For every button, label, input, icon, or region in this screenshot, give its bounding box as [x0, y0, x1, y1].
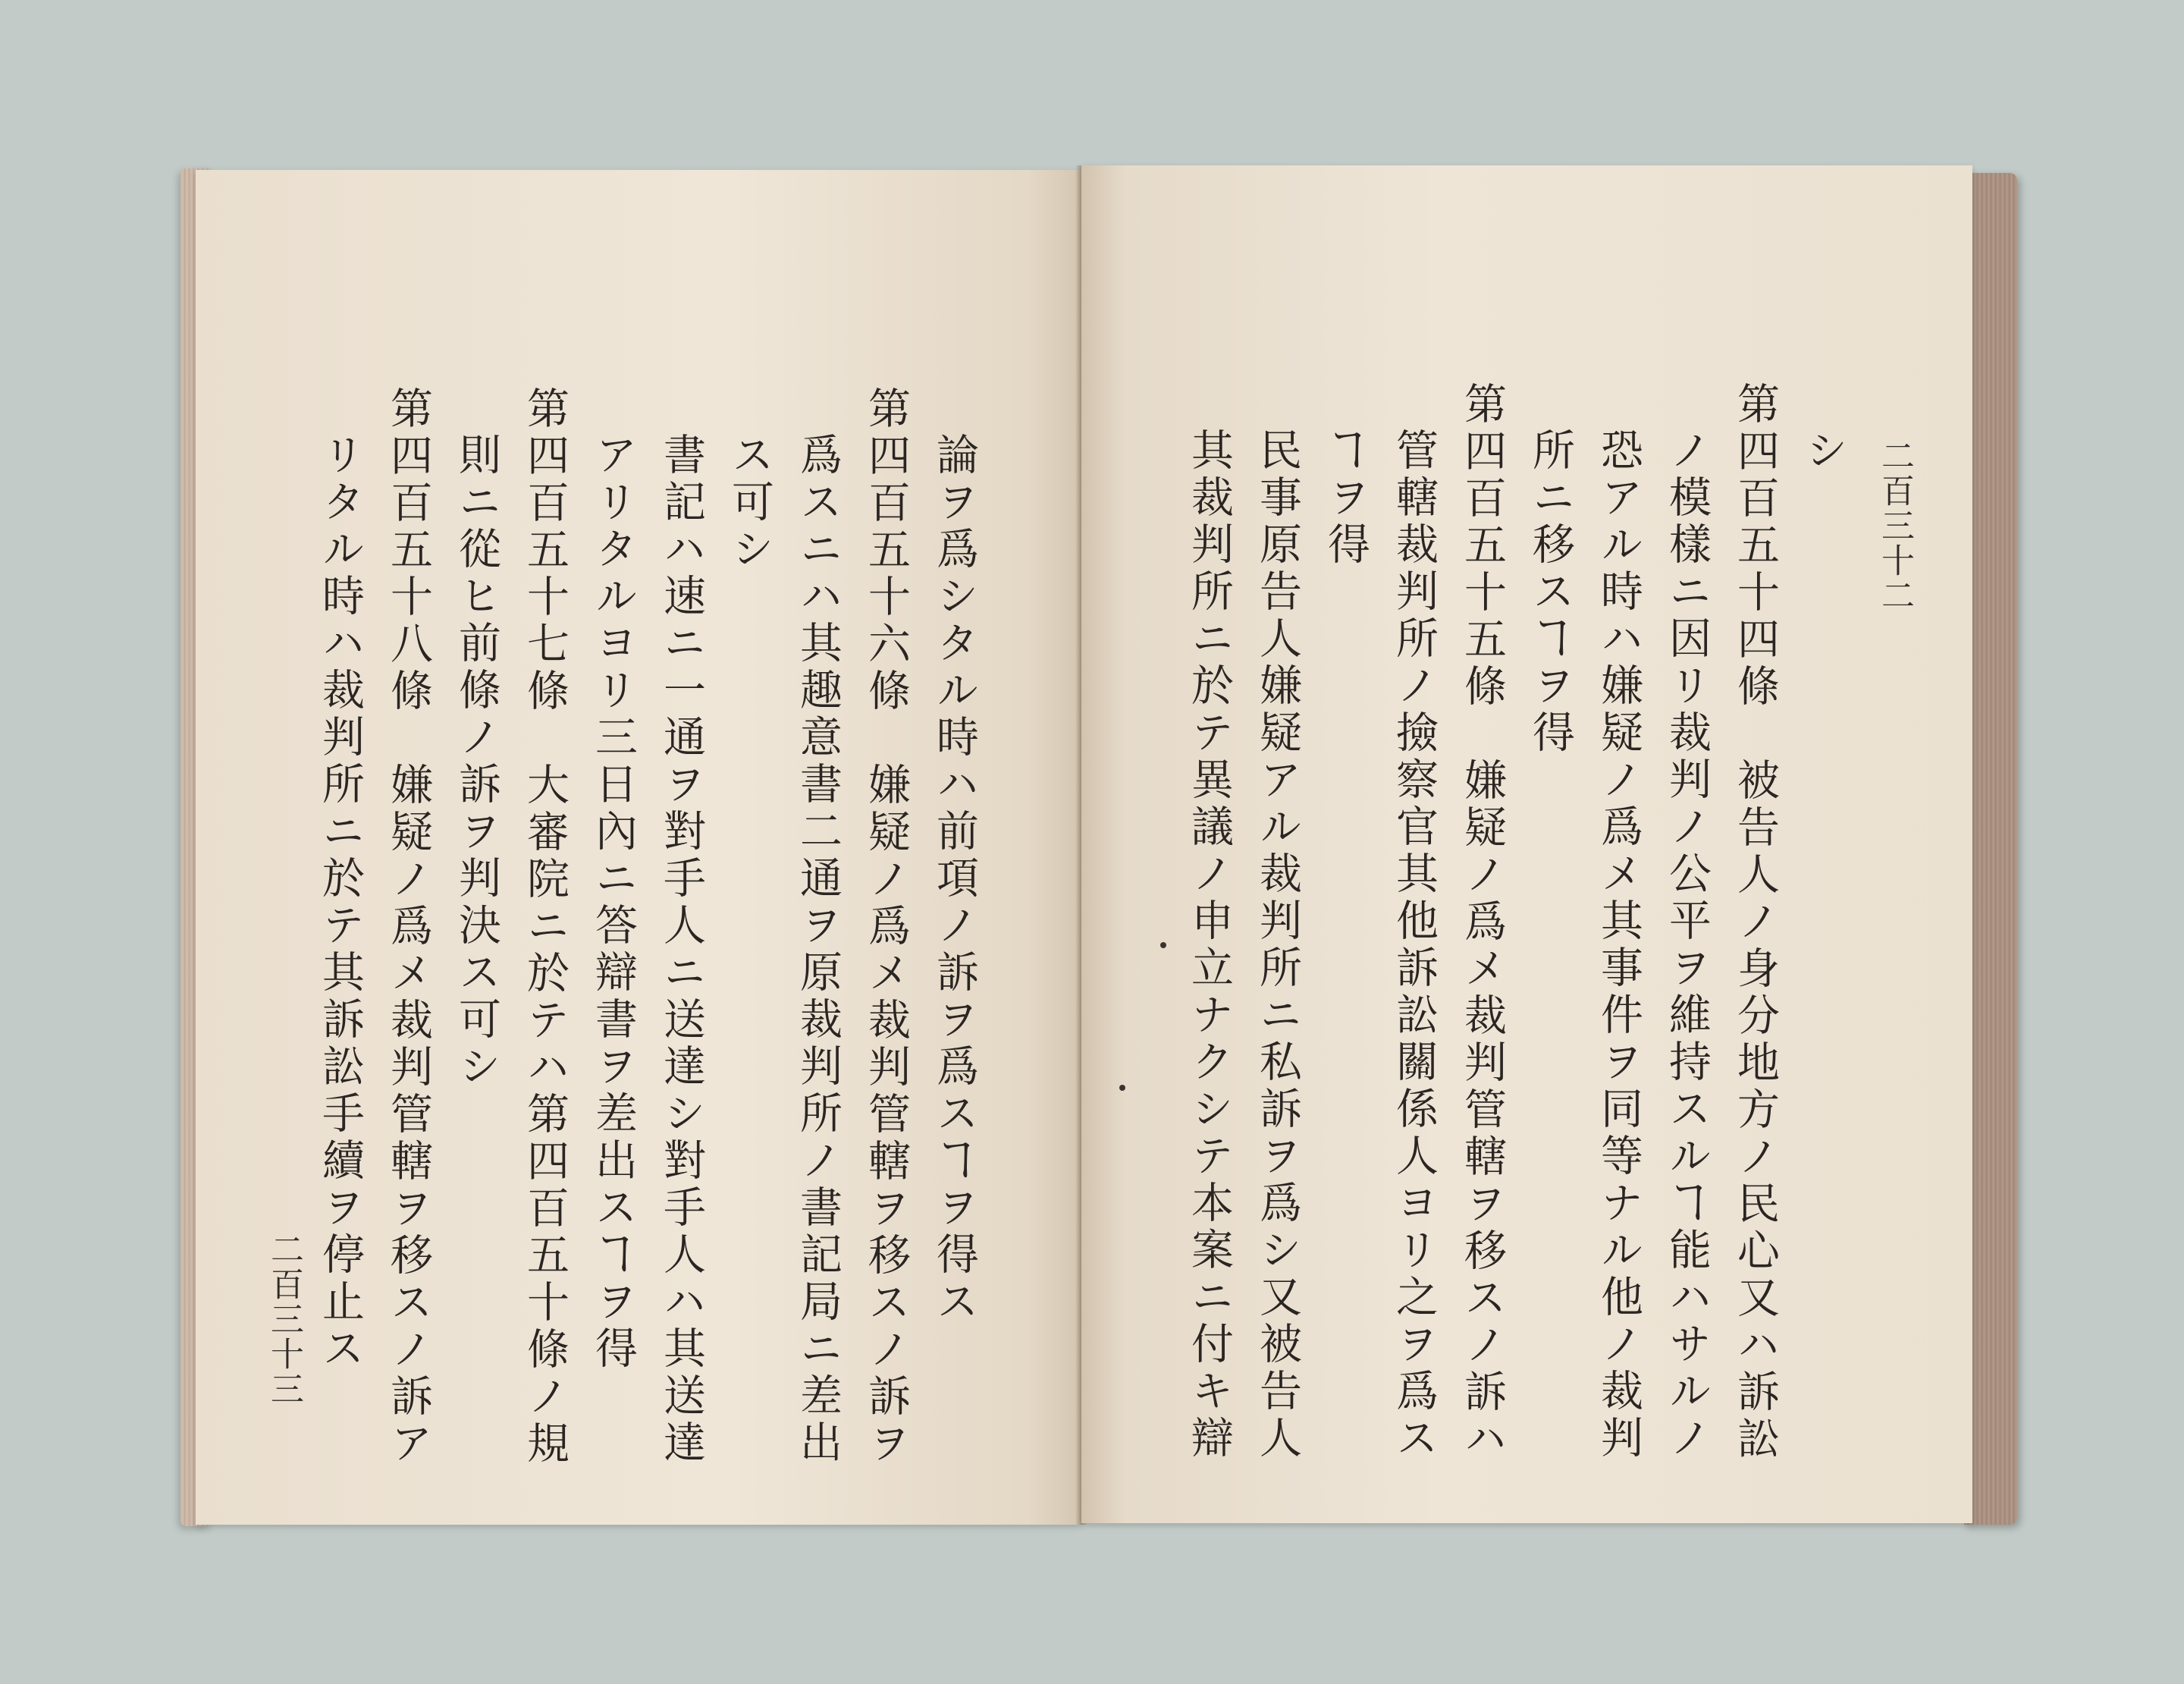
text-line: ス可シ [725, 432, 774, 573]
text-line: 管轄裁判所ノ撿察官其他訴訟關係人ヨリ之ヲ爲ス [1389, 428, 1439, 1463]
text-line: 第四百五十六條 嫌疑ノ爲メ裁判管轄ヲ移スノ訴ヲ [861, 386, 911, 1468]
text-line: リタル時ハ裁判所ニ於テ其訴訟手續ヲ停止ス [315, 432, 365, 1373]
right-page [1081, 165, 1972, 1523]
text-line: 第四百五十七條 大審院ニ於テハ第四百五十條ノ規 [520, 386, 570, 1468]
text-line: 民事原告人嫌疑アル裁判所ニ私訴ヲ爲シ又被告人 [1253, 428, 1302, 1463]
ink-speck [1119, 1085, 1125, 1091]
text-line: シ [1799, 428, 1848, 475]
text-line: ヿヲ得 [1321, 428, 1370, 569]
text-line: 恐アル時ハ嫌疑ノ爲メ其事件ヲ同等ナル他ノ裁判 [1594, 428, 1643, 1463]
left-page [196, 170, 1081, 1525]
text-line: 爲スニハ其趣意書二通ヲ原裁判所ノ書記局ニ差出 [793, 432, 843, 1467]
text-line: 第四百五十五條 嫌疑ノ爲メ裁判管轄ヲ移スノ訴ハ [1458, 382, 1507, 1463]
text-line: 書記ハ速ニ一通ヲ對手人ニ送達シ對手人ハ其送達 [657, 432, 706, 1467]
text-line: 則ニ從ヒ前條ノ訴ヲ判決ス可シ [452, 432, 501, 1091]
page-number: 二百三十二 [1875, 438, 1914, 613]
text-line: アリタルヨリ三日內ニ答辯書ヲ差出スヿヲ得 [588, 432, 638, 1373]
page-number: 二百三十三 [265, 1232, 303, 1406]
text-line: 第四百五十八條 嫌疑ノ爲メ裁判管轄ヲ移スノ訴ア [384, 386, 433, 1468]
text-line: 論ヲ爲シタル時ハ前項ノ訴ヲ爲スヿヲ得ス [930, 432, 979, 1326]
text-line: ノ模樣ニ因リ裁判ノ公平ヲ維持スルヿ能ハサルノ [1662, 428, 1712, 1463]
text-line: 其裁判所ニ於テ異議ノ申立ナクシテ本案ニ付キ辯 [1185, 428, 1234, 1463]
text-line: 所ニ移スヿヲ得 [1526, 428, 1575, 757]
text-line: 第四百五十四條 被告人ノ身分地方ノ民心又ハ訴訟 [1731, 382, 1780, 1463]
ink-speck [1160, 942, 1166, 948]
